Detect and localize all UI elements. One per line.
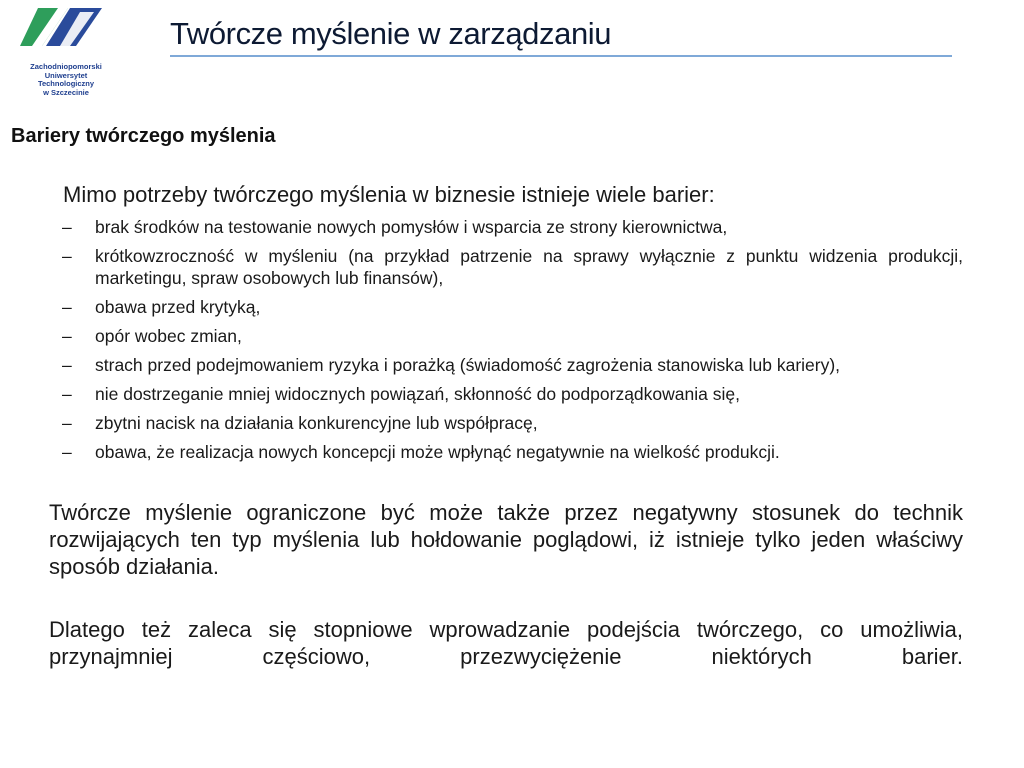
list-item-text: nie dostrzeganie mniej widocznych powiązań, skłonność do podporządkowania się, <box>95 384 740 404</box>
list-item-text: krótkowzroczność w myśleniu (na przykład patrzenie na sprawy wyłącznie z punktu widzenia produkcji, marketingu, spraw osobowych lub finansów), <box>95 246 963 288</box>
university-logo <box>14 8 118 97</box>
list-item <box>49 216 963 238</box>
list-item-text: zbytni nacisk na działania konkurencyjne lub współpracę, <box>95 413 538 433</box>
list-item <box>49 412 963 434</box>
list-item-text: strach przed podejmowaniem ryzyka i porażką (świadomość zagrożenia stanowiska lub kariery), <box>95 355 841 375</box>
bullet-dash: – <box>62 297 72 317</box>
bullet-dash: – <box>62 413 72 433</box>
bullet-dash: – <box>62 384 72 404</box>
intro-text: Mimo potrzeby twórczego myślenia w biznesie istnieje wiele barier: <box>63 182 715 207</box>
section-heading: Bariery twórczego myślenia <box>11 125 276 147</box>
logo-line-3: Technologiczny <box>37 79 95 88</box>
list-item <box>49 245 963 289</box>
list-item <box>49 296 963 318</box>
university-logo-icon <box>20 8 110 56</box>
logo-caption <box>14 63 118 97</box>
slide-title: Twórcze myślenie w zarządzaniu <box>170 16 612 51</box>
bullet-dash: – <box>62 355 72 375</box>
logo-line-4: w Szczecinie <box>43 87 89 97</box>
paragraph-1: Twórcze myślenie ograniczone być może także przez negatywny stosunek do technik rozwijających ten typ myślenia lub hołdowanie poglądowi, iż istnieje tylko jeden właściwy sposób działania. <box>49 500 963 579</box>
list-item <box>49 354 963 376</box>
logo-line-2: Uniwersytet <box>44 70 88 80</box>
list-item <box>49 325 963 347</box>
bullet-dash: – <box>62 217 72 237</box>
list-item-text: opór wobec zmian, <box>95 326 242 346</box>
barrier-list <box>49 216 963 463</box>
slide-body <box>49 182 963 670</box>
bullet-dash: – <box>62 326 72 346</box>
list-item-text: obawa, że realizacja nowych koncepcji może wpłynąć negatywnie na wielkość produkcji. <box>95 442 780 462</box>
list-item-text: obawa przed krytyką, <box>95 297 261 317</box>
logo-line-1: Zachodniopomorski <box>30 62 102 71</box>
bullet-dash: – <box>62 246 72 266</box>
bullet-dash: – <box>62 442 72 462</box>
paragraph-2: Dlatego też zaleca się stopniowe wprowadzanie podejścia twórczego, co umożliwia, przynajmniej częściowo, przezwyciężenie niektórych barier. <box>49 617 963 669</box>
list-item <box>49 383 963 405</box>
list-item <box>49 441 963 463</box>
title-divider <box>170 55 952 57</box>
list-item-text: brak środków na testowanie nowych pomysłów i wsparcia ze strony kierownictwa, <box>95 217 728 237</box>
